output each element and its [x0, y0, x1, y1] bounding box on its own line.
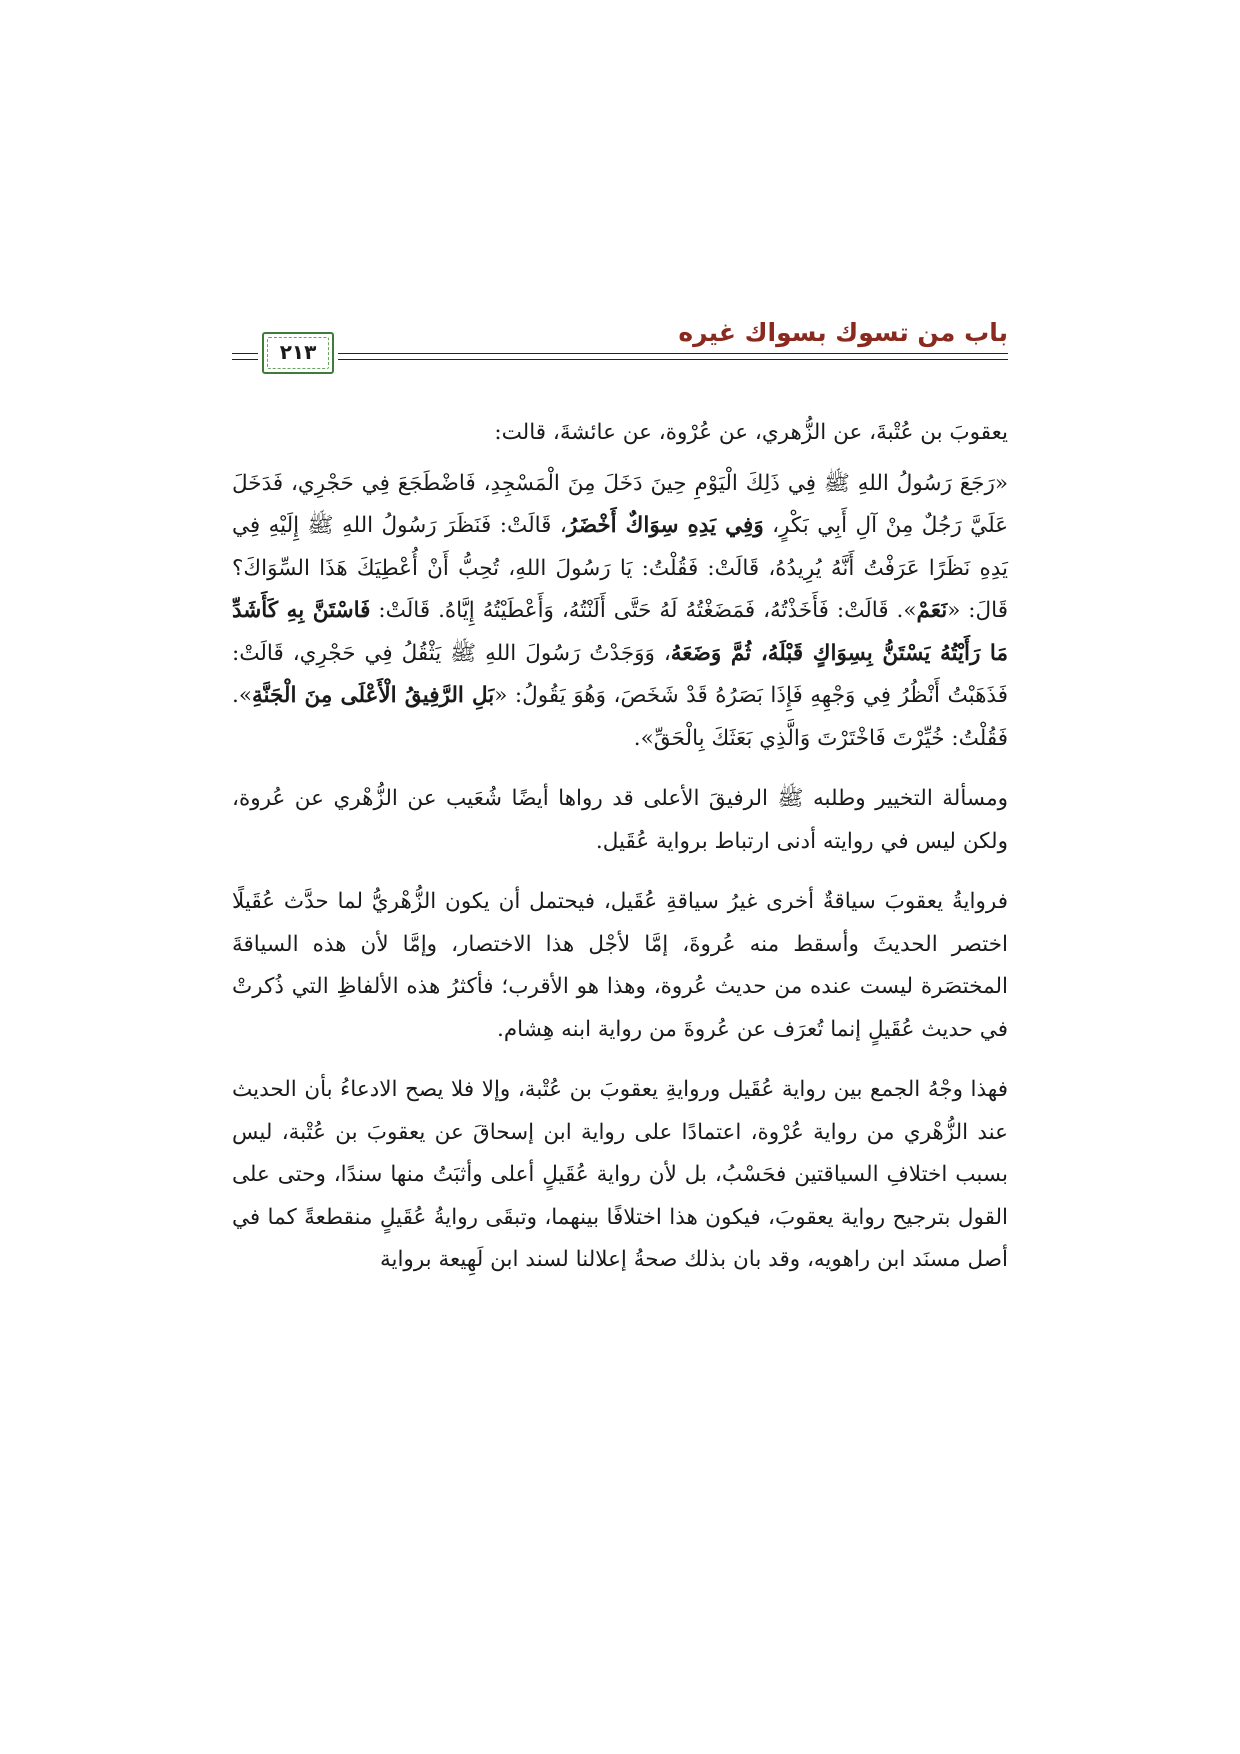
header-rule-right-top: [338, 353, 1008, 354]
hadith-quote: [232, 463, 1008, 761]
hadith-bold-2: نَعَمْ: [916, 598, 948, 623]
hadith-bold-4: بَلِ الرَّفِيقُ الْأَعْلَى مِنَ الْجَنَّةِ: [252, 683, 495, 708]
paragraph-2: فروايةُ يعقوبَ سياقةٌ أخرى غيرُ سياقةِ عُقَيل، فيحتمل أن يكون الزُّهْريُّ لما حدَّث عُقَيلًا اختصر الحديثَ وأسقط منه عُروةَ، إمَّا لأجْل هذا الاختصار، وإمَّا لأن هذه السياقةَ المختصَرة ليست عنده من حديث عُروة، وهذا هو الأقرب؛ فأكثرُ هذه الألفاظِ التي ذُكرتْ في حديث عُقَيلٍ إنما تُعرَف عن عُروةَ من رواية ابنه هِشام.: [232, 889, 1008, 1042]
page-body: [232, 412, 1008, 1300]
hadith-text-3: ». قَالَتْ: فَأَخَذْتُهُ، فَمَضَغْتُهُ لَهُ حَتَّى أَلَنْتُهُ، وَأَعْطَيْتُهُ إِيَّاهُ. قَالَتْ:: [370, 598, 917, 623]
paragraph-3: فهذا وجْهُ الجمع بين رواية عُقَيل وروايةِ يعقوبَ بن عُتْبة، وإلا فلا يصح الادعاءُ بأن الحديث عند الزُّهْري من رواية عُرْوة، اعتمادًا على رواية ابن إسحاقَ عن يعقوبَ بن عُتْبة، ليس بسبب اختلافِ السياقتين فحَسْبُ، بل لأن رواية عُقَيلٍ أعلى وأثبَتُ منها سندًا، وحتى على القول بترجيح رواية يعقوبَ، فيكون هذا اختلافًا بينهما، وتبقَى روايةُ عُقَيلٍ منقطعةً كما في أصل مسنَد ابن راهويه، وقد بان بذلك صحةُ إعلالنا لسند ابن لَهِيعة برواية: [232, 1077, 1008, 1272]
hadith-bold-3: فَاسْتَنَّ بِهِ كَأَشَدِّ مَا رَأَيْتُهُ يَسْتَنُّ بِسِوَاكٍ قَبْلَهُ، ثُمَّ وَضَعَهُ: [232, 598, 1008, 666]
hadith-text-4: ، وَوَجَدْتُ رَسُولَ اللهِ ﷺ يَثْقُلُ فِي حَجْرِي، قَالَتْ: فَذَهَبْتُ أَنْظُرُ فِي وَجْهِهِ فَإِذَا بَصَرُهُ قَدْ شَخَصَ، وَهُوَ يَقُولُ: «: [232, 640, 1008, 708]
page-header: [232, 318, 1008, 378]
chapter-title: باب من تسوك بسواك غيره: [678, 318, 1008, 347]
header-rule-left-bottom: [232, 359, 258, 360]
hadith-text-2: ، قَالَتْ: فَنَظَرَ رَسُولُ اللهِ ﷺ إِلَيْهِ فِي يَدِهِ نَظَرًا عَرَفْتُ أَنَّهُ يُرِيدُهُ، قَالَتْ: فَقُلْتُ: يَا رَسُولَ اللهِ، تُحِبُّ أَنْ أُعْطِيَكَ هَذَا السِّوَاكَ؟ قَالَ: «: [232, 513, 1008, 623]
hadith-text-1: «رَجَعَ رَسُولُ اللهِ ﷺ فِي ذَلِكَ الْيَوْمِ حِينَ دَخَلَ مِنَ الْمَسْجِدِ، فَاضْطَجَعَ فِي حَجْرِي، فَدَخَلَ عَلَيَّ رَجُلٌ مِنْ آلِ أَبِي بَكْرٍ،: [232, 470, 1009, 538]
header-rule-left-top: [232, 353, 258, 354]
hadith-text-5: ». فَقُلْتُ: خُيِّرْتَ فَاخْتَرْتَ وَالَّذِي بَعَثَكَ بِالْحَقِّ».: [232, 683, 1008, 751]
header-rule-right-bottom: [338, 359, 1008, 360]
page-number-badge: [262, 332, 334, 374]
paragraph-1: ومسألة التخيير وطلبه ﷺ الرفيقَ الأعلى قد رواها أيضًا شُعَيب عن الزُّهْري عن عُروة، ولكن ليس في روايته أدنى ارتباط برواية عُقَيل.: [232, 786, 1008, 854]
page-number: ٢١٣: [279, 340, 317, 364]
intro-line: يعقوبَ بن عُتْبةَ، عن الزُّهري، عن عُرْوة، عن عائشةَ، قالت:: [494, 420, 1008, 445]
hadith-bold-1: وَفِي يَدِهِ سِوَاكٌ أَخْضَرُ: [566, 513, 764, 538]
